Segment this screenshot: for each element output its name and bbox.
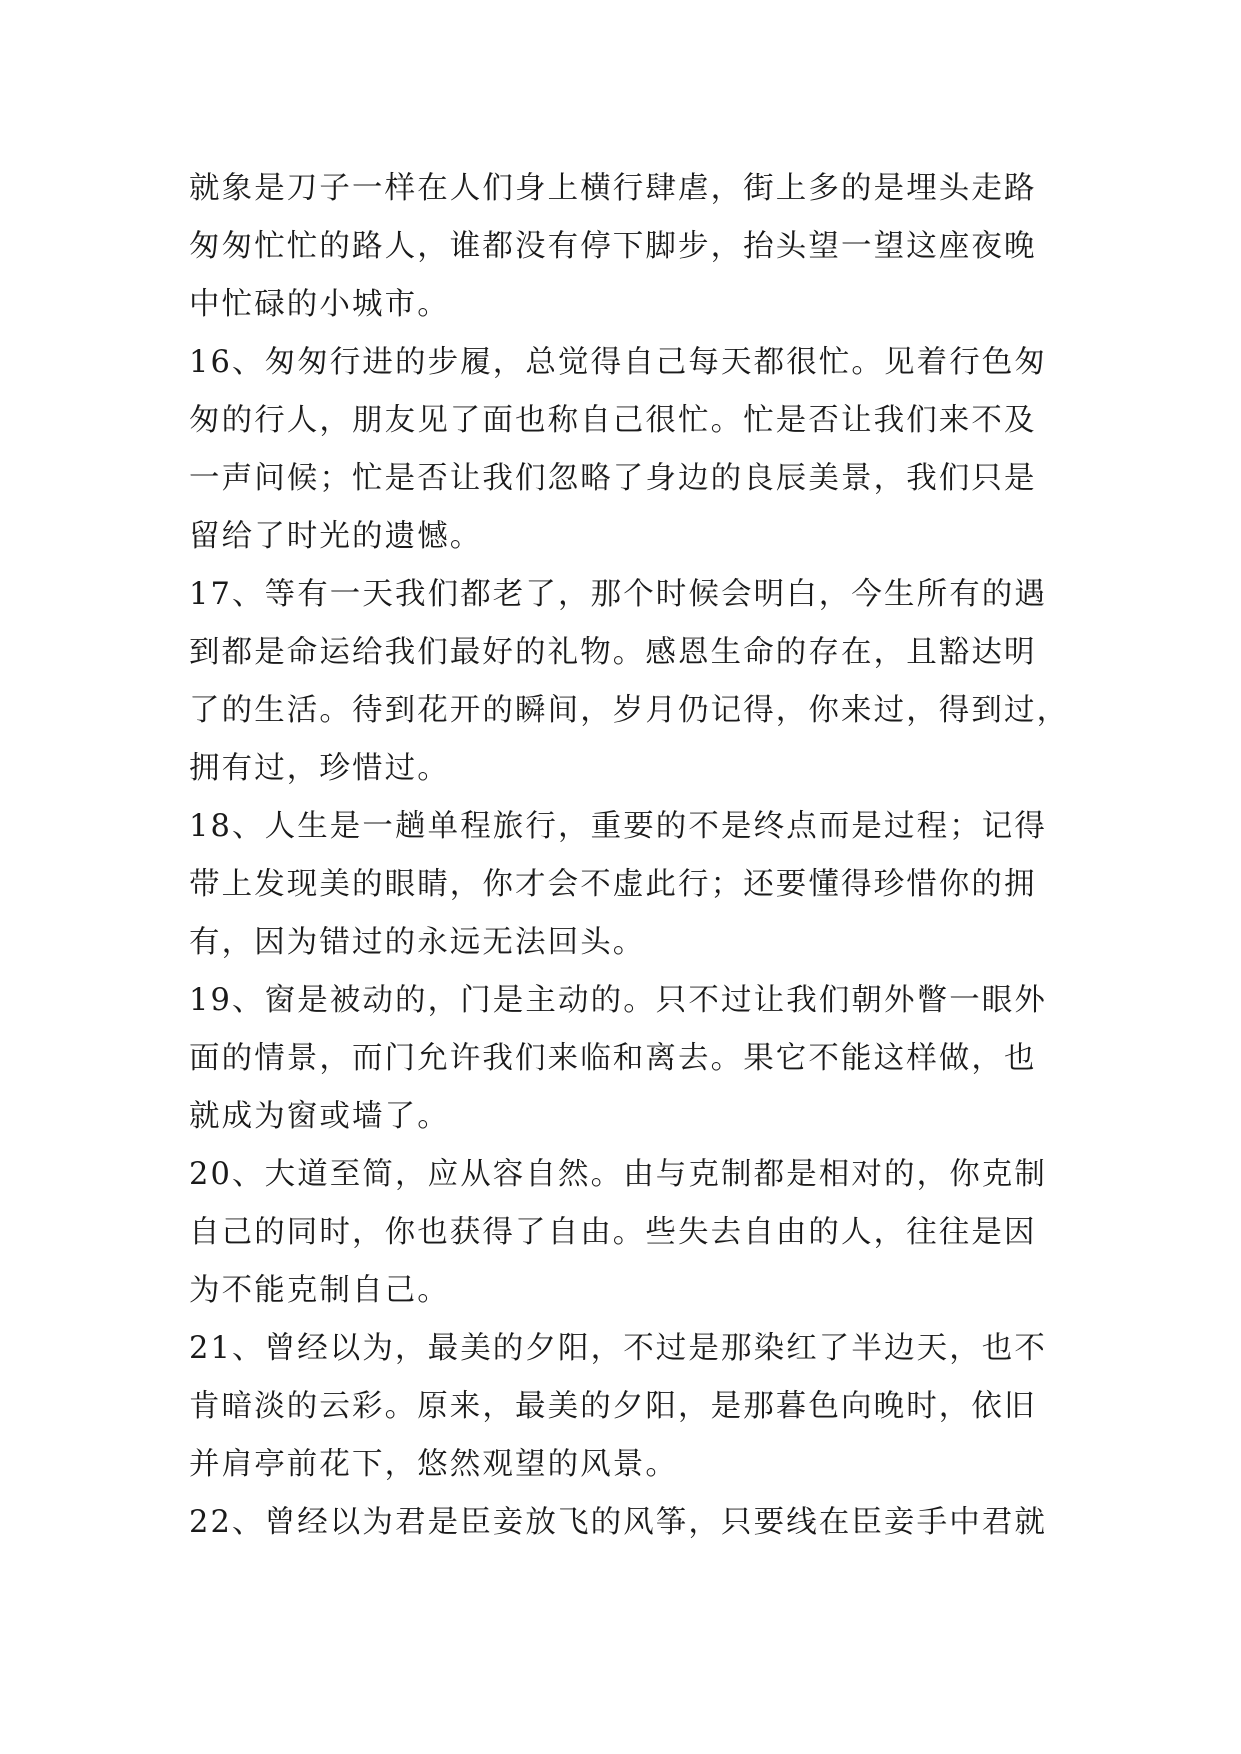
text-line: 并肩亭前花下，悠然观望的风景。 xyxy=(189,1447,678,1482)
text-line: 到都是命运给我们最好的礼物。感恩生命的存在，且豁达明 xyxy=(189,635,1037,670)
text-line: 21、曾经以为，最美的夕阳，不过是那染红了半边天，也不 xyxy=(189,1331,1048,1366)
text-line: 自己的同时，你也获得了自由。些失去自由的人，往往是因 xyxy=(189,1215,1037,1250)
text-line: 20、大道至简，应从容自然。由与克制都是相对的，你克制 xyxy=(189,1157,1048,1192)
text-line: 18、人生是一趟单程旅行，重要的不是终点而是过程；记得 xyxy=(189,809,1048,844)
text-line: 拥有过，珍惜过。 xyxy=(189,751,450,786)
document-body-text xyxy=(189,160,1070,1552)
text-line: 19、窗是被动的，门是主动的。只不过让我们朝外瞥一眼外 xyxy=(189,983,1048,1018)
text-line: 为不能克制自己。 xyxy=(189,1273,450,1308)
text-line: 16、匆匆行进的步履，总觉得自己每天都很忙。见着行色匆 xyxy=(189,345,1048,380)
text-line: 带上发现美的眼睛，你才会不虚此行；还要懂得珍惜你的拥 xyxy=(189,867,1037,902)
text-line: 匆的行人，朋友见了面也称自己很忙。忙是否让我们来不及 xyxy=(189,403,1037,438)
text-line: 了的生活。待到花开的瞬间，岁月仍记得，你来过，得到过， xyxy=(189,693,1070,728)
text-line: 匆匆忙忙的路人，谁都没有停下脚步，抬头望一望这座夜晚 xyxy=(189,229,1037,264)
text-line: 中忙碌的小城市。 xyxy=(189,287,450,322)
text-line: 有，因为错过的永远无法回头。 xyxy=(189,925,646,960)
text-line: 17、等有一天我们都老了，那个时候会明白，今生所有的遇 xyxy=(189,577,1048,612)
text-line: 22、曾经以为君是臣妾放飞的风筝，只要线在臣妾手中君就 xyxy=(189,1505,1048,1540)
text-line: 留给了时光的遗憾。 xyxy=(189,519,483,554)
text-line: 肯暗淡的云彩。原来，最美的夕阳，是那暮色向晚时，依旧 xyxy=(189,1389,1037,1424)
text-line: 面的情景，而门允许我们来临和离去。果它不能这样做，也 xyxy=(189,1041,1037,1076)
text-line: 一声问候；忙是否让我们忽略了身边的良辰美景，我们只是 xyxy=(189,461,1037,496)
text-line: 就成为窗或墙了。 xyxy=(189,1099,450,1134)
text-line: 就象是刀子一样在人们身上横行肆虐，街上多的是埋头走路 xyxy=(189,171,1037,206)
